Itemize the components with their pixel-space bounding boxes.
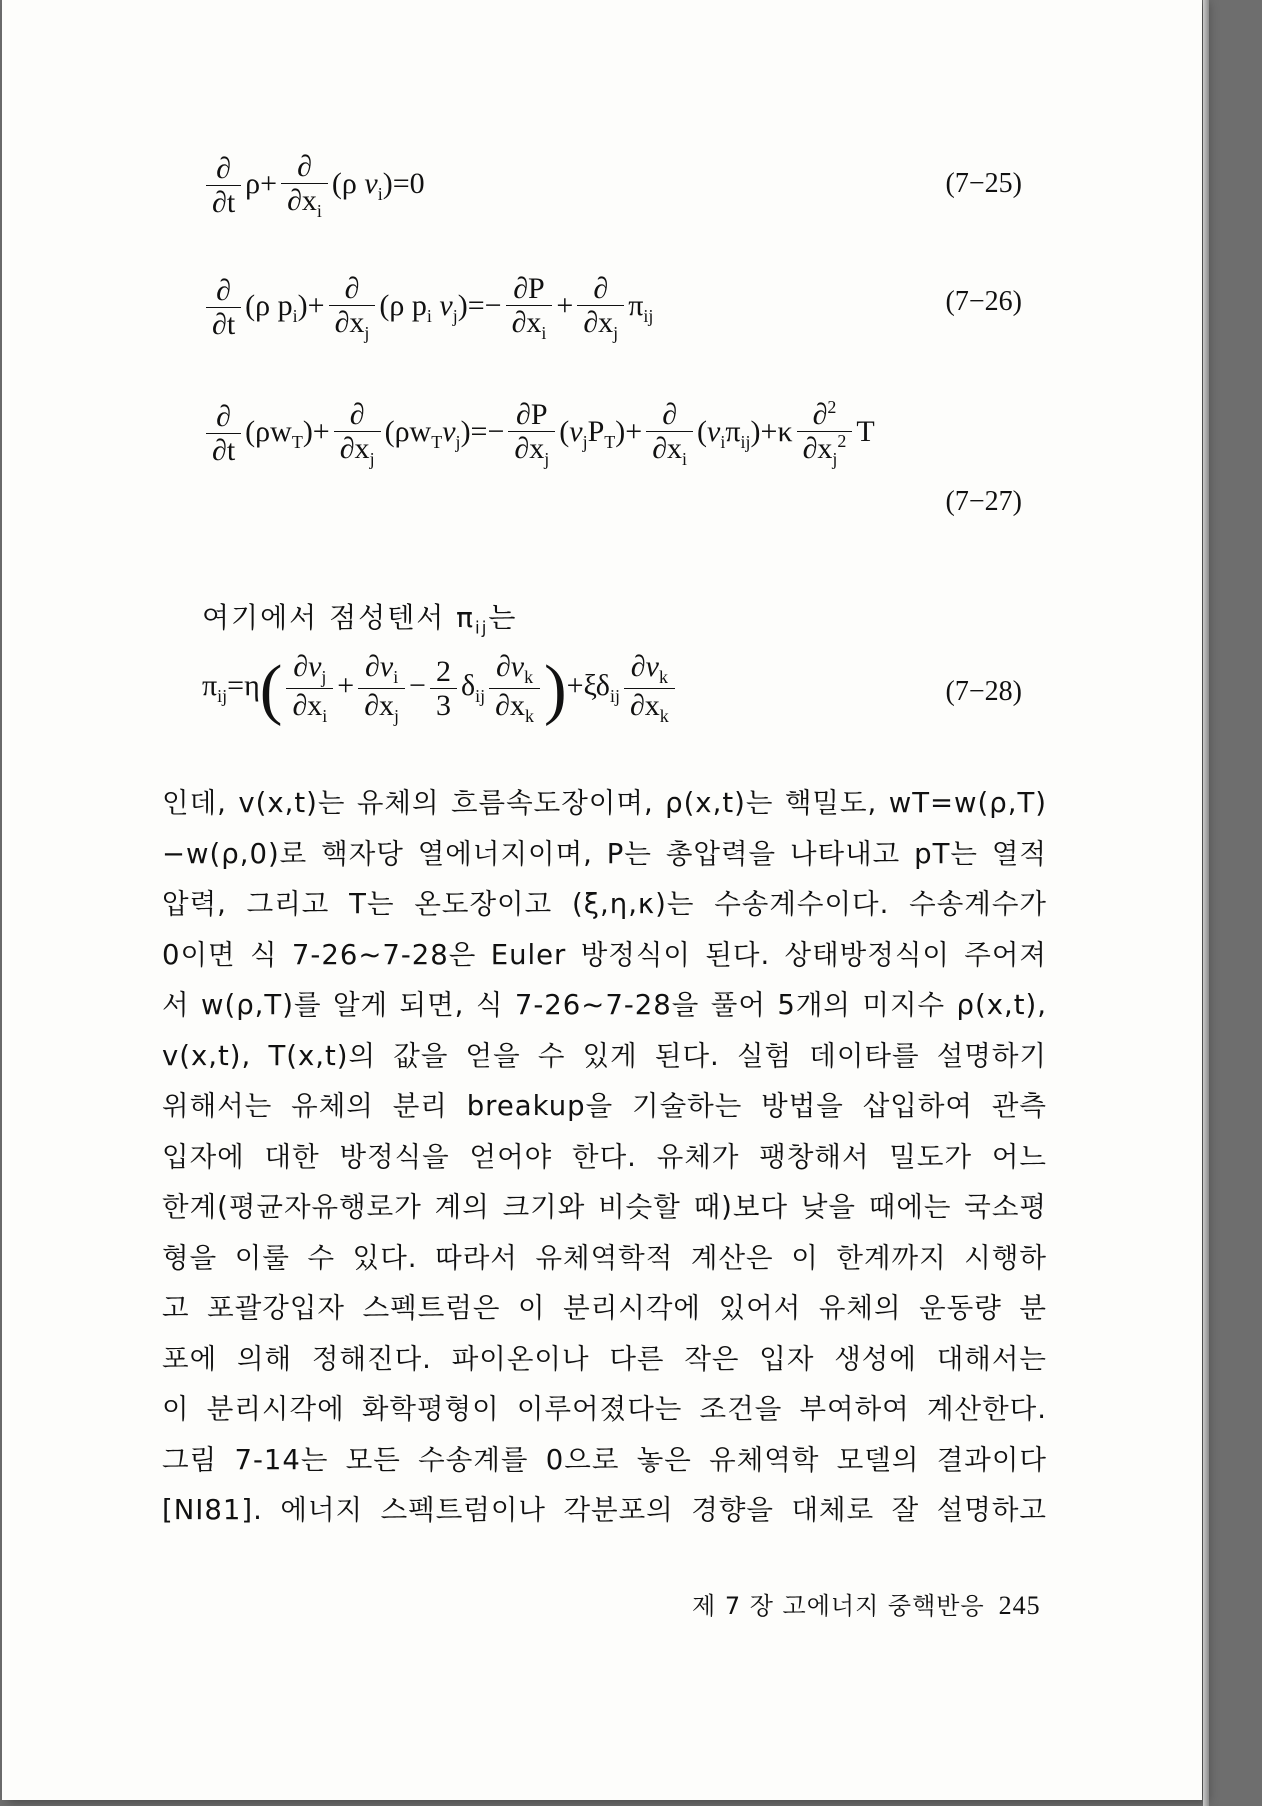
- intro-line: 여기에서 점성텐서 $\pi_{ij}$는: [202, 601, 518, 638]
- equation-number: (7−28): [945, 676, 1022, 707]
- page-edge-shadow: [1203, 0, 1209, 1806]
- page-footer: [692, 1586, 1041, 1621]
- text-line: 고 포괄강입자 스펙트럼은 이 분리시각에 있어서 유체의 운동량 분: [162, 1292, 1047, 1324]
- book-page: [2, 0, 1202, 1800]
- text-line: 포에 의해 정해진다. 파이온이나 다른 작은 입자 생성에 대해서는: [162, 1342, 1047, 1375]
- equation-7-26: $\frac{\partial}{\partial t}$ (ρ $p_i)+$ $\frac{\partial}{\partial x_j}$ (ρ $p_i$ $v_j)=-$ $\frac{\partial P}{\partial x_i}$ + $\frac{\partial}{\partial x_j}$ $\pi_{ij}$ (7−26): [202, 272, 1022, 344]
- text-line: 그림 7-14는 모든 수송계를 0으로 놓은 유체역학 모델의 결과이다: [162, 1443, 1047, 1476]
- equation-number: (7−25): [945, 168, 1022, 199]
- text-line: [NI81]. 에너지 스펙트럼이나 각분포의 경향을 대체로 잘 설명하고: [162, 1494, 1047, 1526]
- equation-7-27: $\frac{\partial}{\partial t}$ $(\rho w_T)+$ $\frac{\partial}{\partial x_j}$ $(\rho w_Tv_j)=-$ $\frac{\partial P}{\partial x_j}$ $(v_jP_T)+$ $\frac{\partial}{\partial x_i}$ $(v_i\pi_{ij})+\kappa$ $\frac{\partial^2}{\partial x_j^2}$ T (7−27): [202, 398, 1022, 470]
- chapter-title: 제 7 장 고에너지 중핵반응: [692, 1592, 985, 1620]
- text-line: v(x,t), T(x,t)의 값을 얻을 수 있게 된다. 실험 데이타를 설명하기: [162, 1039, 1047, 1072]
- equation-number: (7−26): [945, 286, 1022, 317]
- text-line: 이 분리시각에 화학평형이 이루어졌다는 조건을 부여하여 계산한다.: [162, 1393, 1047, 1425]
- text-line: 위해서는 유체의 분리 breakup을 기술하는 방법을 삽입하여 관측: [162, 1090, 1047, 1122]
- text-line: −w(ρ,0)로 핵자당 열에너지이며, P는 총압력을 나타내고 pT는 열적: [162, 837, 1047, 870]
- equation-7-25: $\frac{\partial}{\partial t}$ ρ+ $\frac{\partial}{\partial x_i}$ (ρ $v_i)=0$ (7−25): [202, 150, 1022, 222]
- text-line: 한계(평균자유행로가 계의 크기와 비슷할 때)보다 낮을 때에는 국소평: [162, 1191, 1047, 1223]
- equation-7-28: $\pi_{ij}=\eta$( $\frac{\partial v_j}{\partial x_i}$ + $\frac{\partial v_i}{\partial x_j}$ − $\frac{2}{3}$ $\delta_{ij}$ $\frac{\partial v_k}{\partial x_k}$ )$+\xi\delta_{ij}$ $\frac{\partial v_k}{\partial x_k}$ (7−28): [202, 650, 1022, 727]
- page-number: 245: [998, 1591, 1041, 1620]
- text-line: 0이면 식 7-26∼7-28은 Euler 방정식이 된다. 상태방정식이 주어져: [162, 938, 1047, 971]
- equation-number: (7−27): [945, 486, 1022, 517]
- text-line: 형을 이룰 수 있다. 따라서 유체역학적 계산은 이 한계까지 시행하: [162, 1241, 1047, 1274]
- body-paragraph: [162, 778, 1047, 1536]
- text-line: 입자에 대한 방정식을 얻어야 한다. 유체가 팽창해서 밀도가 어느: [162, 1140, 1047, 1173]
- text-line: 인데, v(x,t)는 유체의 흐름속도장이며, ρ(x,t)는 핵밀도, wT=w(ρ,T): [162, 787, 1047, 819]
- text-line: 서 w(ρ,T)를 알게 되면, 식 7-26∼7-28을 풀어 5개의 미지수 ρ(x,t),: [162, 989, 1047, 1021]
- text-line: 압력, 그리고 T는 온도장이고 (ξ,η,κ)는 수송계수이다. 수송계수가: [162, 888, 1047, 920]
